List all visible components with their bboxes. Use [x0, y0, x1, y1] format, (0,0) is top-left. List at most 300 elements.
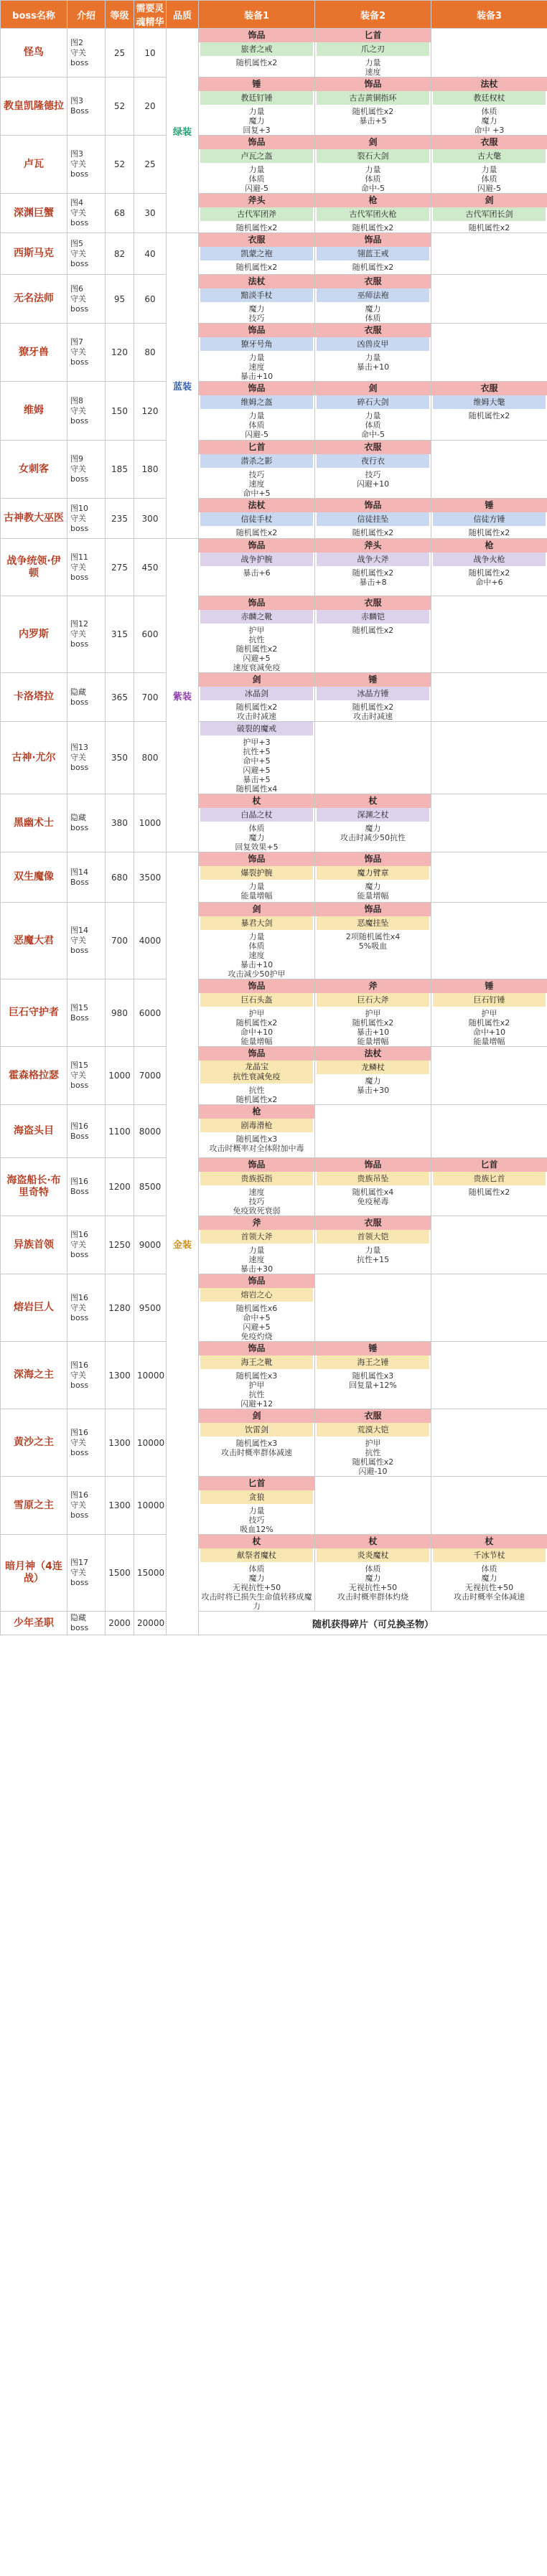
equipment-stats: 随机属性x4 免疫秘毒: [352, 1188, 394, 1206]
equipment-type: 衣服: [199, 233, 314, 247]
soul-essence-required: 300: [134, 499, 167, 539]
equipment-name: 贵族匕首: [433, 1172, 546, 1185]
equipment-stats: 体质 魔力 回复效果+5: [235, 824, 279, 852]
boss-intro: 图16 守关boss: [67, 1477, 106, 1535]
equipment-slot-1: [199, 29, 315, 77]
table-row: [1, 722, 547, 794]
equipment-stats: 随机属性x2: [235, 528, 278, 537]
equipment-type: 饰品: [315, 77, 431, 91]
boss-level: 1000: [106, 1047, 134, 1105]
equipment-name: 剧毒滑枪: [200, 1119, 313, 1132]
equipment-name: 荒漠大铠: [317, 1423, 429, 1437]
boss-name: 海盗头目: [1, 1105, 67, 1158]
equipment-slot-3: [431, 275, 547, 324]
boss-name: 恶魔大君: [1, 903, 67, 979]
soul-essence-required: 8500: [134, 1158, 167, 1216]
boss-name: 异族首领: [1, 1216, 67, 1274]
header-row: [1, 1, 547, 29]
equipment-type: 枪: [431, 539, 547, 553]
equipment-slot-3: [431, 1477, 547, 1535]
equipment-type: 饰品: [199, 382, 314, 395]
equipment-name: 海王之靴: [200, 1355, 313, 1369]
equipment-name: 海王之锤: [317, 1355, 429, 1369]
equipment-slot-3: [431, 903, 547, 979]
boss-level: 380: [106, 794, 134, 852]
equipment-name: 首领大斧: [200, 1230, 313, 1244]
boss-intro: 图6 守关boss: [67, 275, 106, 324]
equipment-slot-3: [431, 194, 547, 233]
equipment-stats: 力量 技巧 吸血12%: [240, 1506, 274, 1534]
equipment-slot-1: [199, 233, 315, 275]
equipment-type: 饰品: [315, 233, 431, 247]
equipment-stats: 随机属性x2 暴击+8: [352, 568, 394, 587]
boss-intro: 图17 守关boss: [67, 1535, 106, 1612]
soul-essence-required: 20: [134, 77, 167, 136]
table-row: [1, 673, 547, 722]
table-row: [1, 382, 547, 441]
equipment-slot-1: [199, 673, 315, 722]
equipment-stats: 力量 暴击+10: [356, 353, 390, 372]
equipment-name: 贪狼: [200, 1490, 313, 1504]
soul-essence-required: 7000: [134, 1047, 167, 1105]
equipment-type: 锤: [199, 77, 314, 91]
equipment-slot-3: [431, 77, 547, 136]
equipment-type: 饰品: [199, 1342, 314, 1355]
equipment-slot-2: [315, 539, 431, 596]
equipment-type: 衣服: [315, 324, 431, 337]
equipment-stats: 体质 魔力 无视抗性+50 攻击时将已损失生命值转移成魔力: [201, 1564, 312, 1611]
table-row: [1, 1047, 547, 1105]
table-row: [1, 1274, 547, 1342]
table-row: [1, 596, 547, 673]
boss-name: 卢瓦: [1, 136, 67, 194]
equipment-stats: 随机属性x2: [235, 58, 278, 67]
boss-intro: 图11 守关boss: [67, 539, 106, 596]
equipment-slot-1: [199, 1535, 315, 1612]
equipment-slot-1: [199, 979, 315, 1047]
equipment-stats: 护甲 随机属性x2 命中+10 能量增幅: [468, 1009, 510, 1046]
equipment-type: 剑: [199, 673, 314, 687]
soul-essence-required: 10000: [134, 1342, 167, 1409]
equipment-type: 匕首: [199, 1477, 314, 1490]
equipment-slot-3: [431, 1105, 547, 1158]
soul-essence-required: 120: [134, 382, 167, 441]
boss-name: 巨石守护者: [1, 979, 67, 1047]
boss-name: 獠牙兽: [1, 324, 67, 382]
soul-essence-required: 10000: [134, 1477, 167, 1535]
equipment-slot-3: [431, 1274, 547, 1342]
equipment-slot-1: [199, 1274, 315, 1342]
equipment-slot-3: [431, 324, 547, 382]
equipment-slot-3: [431, 136, 547, 194]
equipment-slot-2: [315, 1216, 431, 1274]
boss-level: 1500: [106, 1535, 134, 1612]
equipment-slot-1: [199, 1158, 315, 1216]
equipment-type: 剑: [315, 136, 431, 149]
equipment-type: 饰品: [199, 596, 314, 610]
boss-intro: 图15 守关boss: [67, 1047, 106, 1105]
equipment-name: 獠牙号角: [200, 337, 313, 351]
equipment-type: 枪: [315, 194, 431, 207]
header-cell: boss名称: [1, 1, 67, 29]
equipment-stats: 力量 体质 闪避-5: [477, 165, 501, 193]
equipment-type: 斧头: [199, 194, 314, 207]
boss-intro: 图16 Boss: [67, 1158, 106, 1216]
equipment-slot-2: [315, 794, 431, 852]
equipment-type: 锤: [315, 673, 431, 687]
equipment-type: 饰品: [315, 903, 431, 916]
header-cell: 品质: [167, 1, 199, 29]
equipment-slot-1: [199, 1105, 315, 1158]
equipment-type: 衣服: [431, 382, 547, 395]
header-cell: 装备1: [199, 1, 315, 29]
equipment-stats: 随机属性x2: [468, 411, 510, 420]
boss-intro: 图16 守关boss: [67, 1216, 106, 1274]
boss-level: 25: [106, 29, 134, 77]
equipment-slot-3: [431, 441, 547, 499]
soul-essence-required: 450: [134, 539, 167, 596]
table-row: [1, 794, 547, 852]
table-row: [1, 1477, 547, 1535]
equipment-name: 裂石大剑: [317, 149, 429, 163]
soul-essence-required: 800: [134, 722, 167, 794]
equipment-slot-2: [315, 499, 431, 539]
boss-intro: 图16 守关boss: [67, 1409, 106, 1477]
equipment-name: 首领大铠: [317, 1230, 429, 1244]
boss-level: 315: [106, 596, 134, 673]
equipment-type: 饰品: [199, 979, 314, 993]
equipment-type: 杖: [199, 794, 314, 808]
equipment-type: 饰品: [199, 852, 314, 866]
equipment-stats: 随机属性x6 命中+5 闪避+5 免疫灼烧: [235, 1304, 278, 1341]
boss-name: 古神教大巫医: [1, 499, 67, 539]
soul-essence-required: 9500: [134, 1274, 167, 1342]
equipment-name: 赤麟之靴: [200, 610, 313, 624]
equipment-slot-2: [315, 233, 431, 275]
boss-level: 1200: [106, 1158, 134, 1216]
equipment-type: 饰品: [199, 136, 314, 149]
equipment-name: 巨石头盔: [200, 993, 313, 1007]
soul-essence-required: 80: [134, 324, 167, 382]
equipment-type: 饰品: [315, 1158, 431, 1172]
equipment-type: 饰品: [199, 539, 314, 553]
equipment-name: 教廷钉锤: [200, 91, 313, 105]
equipment-stats: 随机属性x3 攻击时概率群体减速: [221, 1439, 292, 1457]
equipment-stats: 力量 体质 速度 暴击+10 攻击减少50护甲: [228, 932, 286, 979]
equipment-stats: 随机属性x3 回复量+12%: [349, 1371, 397, 1390]
boss-intro: 图4 守关boss: [67, 194, 106, 233]
equipment-slot-3: [431, 1158, 547, 1216]
equipment-slot-1: [199, 903, 315, 979]
equipment-stats: 随机属性x2: [235, 223, 278, 232]
boss-intro: 图3 守关boss: [67, 136, 106, 194]
equipment-stats: 魔力 攻击时减少50抗性: [340, 824, 406, 842]
equipment-slot-1: [199, 1047, 315, 1105]
equipment-type: 衣服: [315, 1216, 431, 1230]
equipment-stats: 随机属性x2: [468, 528, 510, 537]
soul-essence-required: 180: [134, 441, 167, 499]
equipment-slot-2: [315, 275, 431, 324]
equipment-stats: 随机属性x2: [468, 1188, 510, 1197]
quality-tier: 紫装: [167, 539, 199, 852]
equipment-name: 信徒手杖: [200, 512, 313, 526]
boss-intro: 图12 守关boss: [67, 596, 106, 673]
table-row: [1, 1409, 547, 1477]
equipment-type: 斧头: [315, 539, 431, 553]
soul-essence-required: 6000: [134, 979, 167, 1047]
equipment-stats: 随机属性x2: [468, 223, 510, 232]
equipment-slot-3: [431, 979, 547, 1047]
boss-name: 雪原之主: [1, 1477, 67, 1535]
equipment-name: 贵族扳指: [200, 1172, 313, 1185]
boss-name: 熔岩巨人: [1, 1274, 67, 1342]
equipment-name: 暴君大剑: [200, 916, 313, 930]
equipment-slot-1: [199, 1216, 315, 1274]
table-row: [1, 441, 547, 499]
equipment-slot-2: [315, 1105, 431, 1158]
equipment-stats: 力量 体质 闪避-5: [245, 165, 268, 193]
table-row: [1, 499, 547, 539]
soul-essence-required: 15000: [134, 1535, 167, 1612]
boss-intro: 隐藏boss: [67, 673, 106, 722]
equipment-stats: 技巧 闪避+10: [356, 470, 390, 489]
shard-reward-note: 随机获得碎片（可兑换圣物）: [199, 1612, 547, 1635]
equipment-type: 锤: [431, 979, 547, 993]
equipment-slot-3: [431, 794, 547, 852]
boss-name: 黑幽术士: [1, 794, 67, 852]
equipment-name: 深渊之杖: [317, 808, 429, 822]
equipment-slot-2: [315, 29, 431, 77]
table-row: [1, 233, 547, 275]
equipment-name: 古代军团长剑: [433, 207, 546, 221]
equipment-name: 战争火枪: [433, 553, 546, 566]
equipment-stats: 护甲 随机属性x2 命中+10 能量增幅: [235, 1009, 278, 1046]
equipment-slot-2: [315, 1274, 431, 1342]
equipment-stats: 随机属性x3 护甲 抗性 闪避+12: [235, 1371, 278, 1409]
equipment-slot-3: [431, 852, 547, 903]
boss-name: 女刺客: [1, 441, 67, 499]
boss-level: 52: [106, 77, 134, 136]
equipment-name: 战争大斧: [317, 553, 429, 566]
boss-level: 1300: [106, 1409, 134, 1477]
equipment-name: 白晶之杖: [200, 808, 313, 822]
equipment-name: 爪之刃: [317, 42, 429, 56]
equipment-slot-2: [315, 1409, 431, 1477]
boss-level: 700: [106, 903, 134, 979]
boss-intro: 隐藏boss: [67, 1612, 106, 1635]
equipment-slot-1: [199, 539, 315, 596]
equipment-type: 剑: [315, 382, 431, 395]
equipment-name: 卢瓦之盔: [200, 149, 313, 163]
equipment-slot-2: [315, 441, 431, 499]
equipment-name: 黯淡手杖: [200, 288, 313, 302]
boss-level: 185: [106, 441, 134, 499]
equipment-stats: 力量 体质 命中-5: [361, 165, 385, 193]
equipment-type: 剑: [431, 194, 547, 207]
equipment-name: 凶兽皮甲: [317, 337, 429, 351]
boss-level: 68: [106, 194, 134, 233]
equipment-name: 赤麟铠: [317, 610, 429, 624]
boss-name: 暗月神（4连战）: [1, 1535, 67, 1612]
equipment-name: 凯蒙之袍: [200, 247, 313, 260]
boss-name: 海盗船长·布里奇特: [1, 1158, 67, 1216]
table-row: [1, 194, 547, 233]
equipment-name: 贵族吊坠: [317, 1172, 429, 1185]
soul-essence-required: 9000: [134, 1216, 167, 1274]
boss-level: 235: [106, 499, 134, 539]
equipment-name: 献祭者魔杖: [200, 1548, 313, 1562]
boss-level: 275: [106, 539, 134, 596]
soul-essence-required: 600: [134, 596, 167, 673]
table-row: [1, 275, 547, 324]
soul-essence-required: 700: [134, 673, 167, 722]
equipment-stats: 魔力 体质: [365, 304, 381, 323]
boss-name: 教皇凯隆德拉: [1, 77, 67, 136]
equipment-name: 饮雷剑: [200, 1423, 313, 1437]
equipment-type: 法杖: [431, 77, 547, 91]
equipment-stats: 随机属性x2: [352, 263, 394, 272]
equipment-stats: 随机属性x2 暴击+5: [352, 107, 394, 126]
soul-essence-required: 4000: [134, 903, 167, 979]
equipment-name: 古代军团斧: [200, 207, 313, 221]
equipment-type: 饰品: [199, 1047, 314, 1061]
equipment-slot-3: [431, 1216, 547, 1274]
equipment-stats: 体质 魔力 命中 +3: [474, 107, 505, 135]
equipment-stats: 护甲 随机属性x2 暴击+10 能量增幅: [352, 1009, 394, 1046]
equipment-name: 魔力臂章: [317, 866, 429, 880]
equipment-slot-3: [431, 596, 547, 673]
boss-level: 120: [106, 324, 134, 382]
soul-essence-required: 10: [134, 29, 167, 77]
equipment-type: 锤: [315, 1342, 431, 1355]
equipment-stats: 随机属性x2 命中+6: [468, 568, 510, 587]
equipment-name: 炎炎魔杖: [317, 1548, 429, 1562]
boss-level: 980: [106, 979, 134, 1047]
boss-intro: 图16 守关boss: [67, 1342, 106, 1409]
boss-name: 双生魔像: [1, 852, 67, 903]
equipment-slot-2: [315, 136, 431, 194]
table-row: [1, 979, 547, 1047]
equipment-slot-1: [199, 1409, 315, 1477]
boss-intro: 图8 守关boss: [67, 382, 106, 441]
table-row: [1, 324, 547, 382]
equipment-stats: 随机属性x2: [352, 528, 394, 537]
boss-name: 黄沙之主: [1, 1409, 67, 1477]
equipment-type: 杖: [315, 794, 431, 808]
boss-level: 1300: [106, 1342, 134, 1409]
equipment-name: 古大氅: [433, 149, 546, 163]
equipment-name: 龙鳞杖: [317, 1061, 429, 1074]
equipment-type: 枪: [199, 1105, 314, 1119]
equipment-stats: 魔力 能量增幅: [357, 882, 389, 901]
boss-name: 霍森格拉瑟: [1, 1047, 67, 1105]
equipment-name: 熔岩之心: [200, 1288, 313, 1302]
equipment-stats: 护甲+3 抗性+5 命中+5 闪避+5 暴击+5 随机属性x4: [235, 738, 278, 794]
equipment-slot-2: [315, 979, 431, 1047]
equipment-stats: 护甲 抗性 随机属性x2 闪避-10: [352, 1439, 394, 1476]
equipment-name: 夜行衣: [317, 454, 429, 468]
boss-intro: 图15 Boss: [67, 979, 106, 1047]
equipment-type: 饰品: [199, 324, 314, 337]
equipment-slot-2: [315, 722, 431, 794]
equipment-stats: 随机属性x2: [352, 626, 394, 635]
boss-intro: 图7 守关boss: [67, 324, 106, 382]
equipment-slot-3: [431, 1535, 547, 1612]
header-cell: 介绍: [67, 1, 106, 29]
boss-level: 680: [106, 852, 134, 903]
table-row: [1, 1158, 547, 1216]
table-row: [1, 539, 547, 596]
boss-name: 少年圣职: [1, 1612, 67, 1635]
equipment-type: 剑: [199, 1409, 314, 1423]
equipment-type: 斧: [315, 979, 431, 993]
equipment-type: 饰品: [315, 852, 431, 866]
equipment-slot-1: [199, 441, 315, 499]
equipment-type: 斧: [199, 1216, 314, 1230]
boss-name: 深海之主: [1, 1342, 67, 1409]
table-row: [1, 29, 547, 77]
boss-intro: 图13 守关boss: [67, 722, 106, 794]
equipment-stats: 随机属性x2 攻击时减速: [235, 702, 278, 721]
equipment-name: 龙晶宝 抗性衰减免疫: [200, 1061, 313, 1083]
equipment-type: 匕首: [315, 29, 431, 42]
equipment-slot-3: [431, 499, 547, 539]
equipment-slot-1: [199, 499, 315, 539]
equipment-slot-1: [199, 1477, 315, 1535]
equipment-stats: 力量 能量增幅: [240, 882, 273, 901]
equipment-type: 饰品: [199, 1158, 314, 1172]
equipment-stats: 暴击+6: [243, 568, 271, 578]
equipment-slot-3: [431, 1342, 547, 1409]
equipment-slot-2: [315, 1342, 431, 1409]
equipment-slot-1: [199, 275, 315, 324]
equipment-name: 战争护腕: [200, 553, 313, 566]
equipment-name: 破裂的魔戒: [200, 722, 313, 735]
equipment-stats: 技巧 速度 命中+5: [243, 470, 271, 498]
equipment-stats: 力量 速度: [365, 58, 381, 77]
soul-essence-required: 40: [134, 233, 167, 275]
soul-essence-required: 1000: [134, 794, 167, 852]
table-row: [1, 1342, 547, 1409]
equipment-name: 巫师法袍: [317, 288, 429, 302]
equipment-name: 维姆之盔: [200, 395, 313, 409]
equipment-name: 冰晶方锤: [317, 687, 429, 700]
equipment-type: 衣服: [315, 275, 431, 288]
boss-intro: 图10 守关boss: [67, 499, 106, 539]
equipment-slot-2: [315, 903, 431, 979]
equipment-name: 古吉黄铜指环: [317, 91, 429, 105]
table-row: [1, 1535, 547, 1612]
equipment-slot-2: [315, 673, 431, 722]
equipment-slot-3: [431, 1047, 547, 1105]
equipment-stats: 力量 魔力 回复+3: [243, 107, 271, 135]
equipment-stats: 力量 体质 闪避-5: [245, 411, 268, 439]
equipment-stats: 随机属性x2: [235, 263, 278, 272]
equipment-type: 衣服: [315, 441, 431, 454]
equipment-type: 法杖: [315, 1047, 431, 1061]
boss-level: 82: [106, 233, 134, 275]
equipment-slot-2: [315, 194, 431, 233]
soul-essence-required: 60: [134, 275, 167, 324]
header-cell: 需要灵魂精华: [134, 1, 167, 29]
equipment-stats: 力量 抗性+15: [356, 1246, 390, 1264]
boss-intro: 图9 守关boss: [67, 441, 106, 499]
equipment-type: 匕首: [199, 441, 314, 454]
equipment-type: 饰品: [199, 29, 314, 42]
table-row: [1, 1216, 547, 1274]
equipment-name: 信徒方锤: [433, 512, 546, 526]
equipment-slot-1: [199, 194, 315, 233]
